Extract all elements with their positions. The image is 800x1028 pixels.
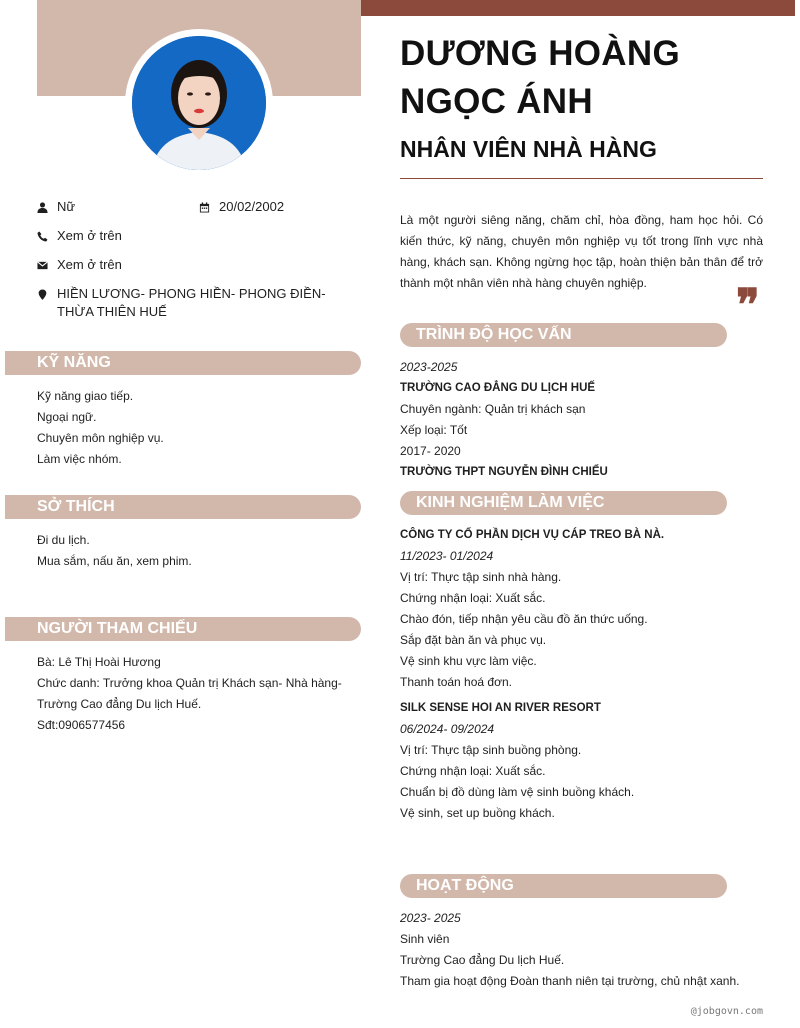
activity-date: 2023- 2025 [400,911,461,925]
list-item: Đi du lịch. [37,533,90,547]
list-item: Vệ sinh, set up buồng khách. [400,806,555,820]
job-entry [400,698,763,824]
list-item: Sắp đặt bàn ăn và phục vụ. [400,633,547,647]
location-icon [37,285,57,303]
contact-info [37,198,361,332]
divider [400,178,763,179]
footer-watermark: @jobgovn.com [690,1006,763,1017]
list-item: Chức danh: Trưởng khoa Quản trị Khách sạn- Nhà hàng- Trường Cao đẳng Du lịch Huế. [37,676,342,711]
references-heading: NGƯỜI THAM CHIẾU [5,617,361,641]
address-value: HIỀN LƯƠNG- PHONG HIỀN- PHONG ĐIỀN- THỪA THIÊN HUẾ [57,286,326,319]
email-value: Xem ở trên [57,257,122,272]
hobbies-list [37,530,357,572]
phone-row [37,227,361,245]
skills-heading: KỸ NĂNG [5,351,361,375]
school-name: TRƯỜNG THPT NGUYỄN ĐÌNH CHIỂU [400,466,608,478]
education-entries [400,357,763,483]
mail-icon [37,256,57,274]
list-item: Chào đón, tiếp nhận yêu cầu đồ ăn thức uống. [400,612,648,626]
job-entry [400,525,763,693]
list-item: Chứng nhận loại: Xuất sắc. [400,591,546,605]
gender-birthday-row [37,198,361,216]
education-date: 2023-2025 [400,360,458,374]
list-item: Thanh toán hoá đơn. [400,675,512,689]
hobbies-heading: SỞ THÍCH [5,495,361,519]
list-item: Sinh viên [400,932,450,946]
activities-heading: HOẠT ĐỘNG [400,874,727,898]
gender-value: Nữ [57,199,76,214]
list-item: Vị trí: Thực tập sinh buồng phòng. [400,743,582,757]
list-item: Sđt:0906577456 [37,718,126,732]
school-name: TRƯỜNG CAO ĐẲNG DU LỊCH HUẾ [400,382,596,394]
education-grade: Xếp loại: Tốt [400,423,468,437]
list-item: Bà: Lê Thị Hoài Hương [37,655,161,669]
calendar-icon [199,198,219,216]
email-row [37,256,361,274]
list-item: Chuyên môn nghiệp vụ. [37,431,164,445]
skills-list [37,386,357,470]
avatar [125,29,273,177]
list-item: Tham gia hoạt động Đoàn thanh niên tại trường, chủ nhật xanh. [400,974,740,988]
list-item: Chứng nhận loại: Xuất sắc. [400,764,546,778]
education-major: Chuyên ngành: Quản trị khách sạn [400,402,586,416]
summary-text: Là một người siêng năng, chăm chỉ, hòa đồng, ham học hỏi. Có kiến thức, kỹ năng, chuyên môn nghiệp vụ tốt trong lĩnh vực nhà hàng, khách sạn. Không ngừng học tập, hoàn thiện bản thân để trở thành một nhân viên nhà hàng chuyên nghiệp. [400,213,763,290]
portrait-photo [132,36,266,170]
job-date: 06/2024- 09/2024 [400,722,495,736]
address-row [37,285,361,321]
experience-heading: KINH NGHIỆM LÀM VIỆC [400,491,727,515]
list-item: Trường Cao đẳng Du lịch Huế. [400,953,565,967]
phone-value: Xem ở trên [57,228,122,243]
list-item: Kỹ năng giao tiếp. [37,389,134,403]
list-item: Vệ sinh khu vực làm việc. [400,654,537,668]
candidate-name: DƯƠNG HOÀNG NGỌC ÁNH [400,34,680,121]
company-name: CÔNG TY CỔ PHẦN DỊCH VỤ CÁP TREO BÀ NÀ. [400,529,665,541]
company-name: SILK SENSE HOI AN RIVER RESORT [400,702,601,714]
list-item: Ngoại ngữ. [37,410,97,424]
list-item: Làm việc nhóm. [37,452,122,466]
quote-icon: ❞ [736,280,760,331]
activities-entry [400,908,763,992]
education-date: 2017- 2020 [400,444,461,458]
list-item: Vị trí: Thực tập sinh nhà hàng. [400,570,562,584]
education-heading: TRÌNH ĐỘ HỌC VẤN [400,323,727,347]
top-accent-bar [360,0,795,16]
phone-icon [37,227,57,245]
references-list [37,652,357,736]
user-icon [37,198,57,216]
list-item: Mua sắm, nấu ăn, xem phim. [37,554,192,568]
job-title: NHÂN VIÊN NHÀ HÀNG [400,136,657,162]
list-item: Chuẩn bị đồ dùng làm vệ sinh buồng khách. [400,785,635,799]
job-date: 11/2023- 01/2024 [400,549,494,563]
birthday-value: 20/02/2002 [219,199,285,214]
